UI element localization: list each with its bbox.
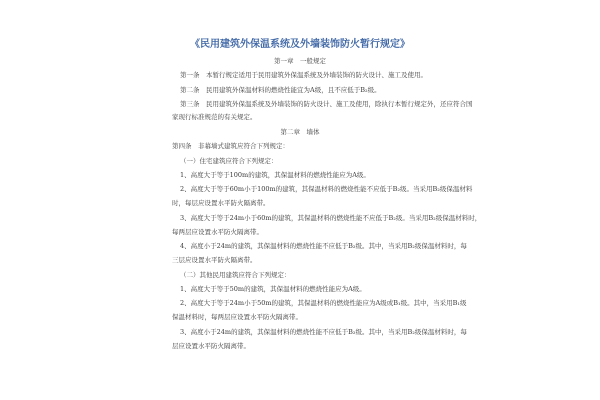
residential-rule-2-continued: 时，每层应设置水平防火隔离带。 — [172, 199, 270, 207]
other-rule-2-continued: 保温材料时，每两层应设置水平防火隔离带。 — [172, 313, 302, 321]
residential-heading: （一）住宅建筑应符合下列规定： — [180, 157, 278, 165]
article-3-continued: 家现行标准规范的有关规定。 — [172, 113, 257, 121]
other-rule-1: 1、高度大于等于50m的建筑，其保温材料的燃烧性能应为A级。 — [180, 285, 366, 293]
chapter-2-heading: 第二章 墙体 — [280, 128, 320, 136]
residential-rule-4-continued: 三层应设置水平防火隔离带。 — [172, 256, 257, 264]
chapter-1-heading: 第一章 一般规定 — [274, 57, 326, 65]
residential-rule-1: 1、高度大于等于100m的建筑，其保温材料的燃烧性能应为A级。 — [180, 171, 370, 179]
article-1: 第一条 本暂行规定适用于民用建筑外保温系统及外墙装饰的防火设计、施工及使用。 — [180, 71, 427, 79]
residential-rule-2: 2、高度大于等于60m小于100m的建筑，其保温材料的燃烧性能不应低于B₂级。当采用B₂级保温材料 — [180, 185, 473, 193]
residential-rule-3: 3、高度大于等于24m小于60m的建筑，其保温材料的燃烧性能不应低于B₂级。当采用B₂级保温材料时， — [180, 214, 482, 222]
document-title: 《民用建筑外保温系统及外墙装饰防火暂行规定》 — [190, 39, 410, 50]
article-3: 第三条 民用建筑外保温系统及外墙装饰的防火设计、施工及使用，除执行本暂行规定外，还应符合国 — [180, 100, 473, 108]
other-rule-3: 3、高度小于24m的建筑，其保温材料的燃烧性能不应低于B₂级。其中，当采用B₂级保温材料时，每 — [180, 328, 467, 336]
residential-rule-3-continued: 每两层应设置水平防火隔离带。 — [172, 228, 263, 236]
article-2: 第二条 民用建筑外保温材料的燃烧性能宜为A级，且不应低于B₂级。 — [180, 86, 381, 94]
other-rule-3-continued: 层应设置水平防火隔离带。 — [172, 342, 250, 350]
article-4: 第四条 非幕墙式建筑应符合下列规定： — [172, 142, 289, 150]
other-rule-2: 2、高度大于等于24m小于50m的建筑，其保温材料的燃烧性能应为A级或B₁级。其中，当采用B₁级 — [180, 299, 467, 307]
other-buildings-heading: （二）其他民用建筑应符合下列规定： — [180, 271, 291, 279]
residential-rule-4: 4、高度小于24m的建筑，其保温材料的燃烧性能不应低于B₂级。其中，当采用B₂级保温材料时，每 — [180, 242, 467, 250]
